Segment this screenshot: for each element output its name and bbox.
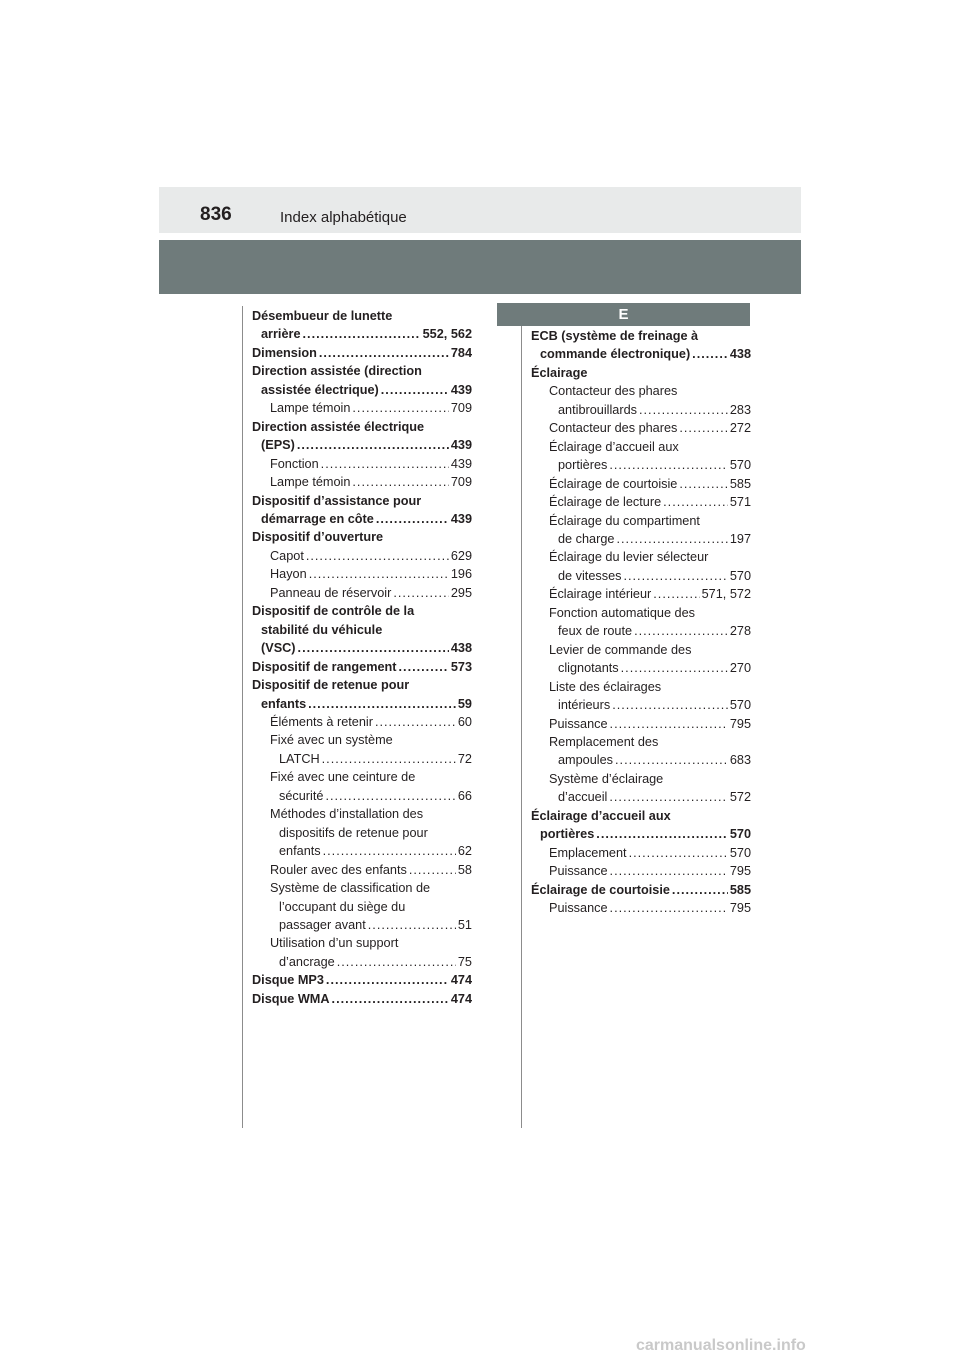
dot-leader [615, 751, 728, 769]
index-entry [252, 528, 472, 546]
dot-leader [306, 547, 449, 565]
index-entry [252, 768, 472, 786]
index-page-ref: 66 [457, 788, 472, 803]
index-page-ref: 683 [729, 753, 751, 768]
index-entry-text: LATCH [279, 751, 320, 766]
index-entry [531, 493, 751, 511]
index-entry [531, 715, 751, 733]
index-entry-text: démarrage en côte [261, 511, 374, 526]
index-entry-text: Puissance [549, 716, 608, 731]
index-entry [252, 602, 472, 620]
index-entry-text: Dispositif de contrôle de la [252, 604, 415, 619]
dot-leader [321, 455, 449, 473]
index-page-ref: 283 [729, 402, 751, 417]
index-entry-text: Éclairage intérieur [549, 587, 652, 602]
index-entry-text: Direction assistée électrique [252, 419, 425, 434]
index-entry [531, 622, 751, 640]
index-entry-text: Puissance [549, 864, 608, 879]
index-page-ref: 72 [457, 751, 472, 766]
dot-leader [653, 585, 699, 603]
dot-leader [616, 530, 727, 548]
index-entry-text: (VSC) [261, 641, 296, 656]
index-entry-text: commande électronique) [540, 347, 691, 362]
dot-leader [323, 842, 456, 860]
index-entry [252, 565, 472, 583]
index-entry [531, 881, 751, 899]
index-page-ref: 295 [450, 585, 472, 600]
dot-leader [629, 844, 728, 862]
index-entry [531, 862, 751, 880]
dot-leader [393, 584, 449, 602]
index-entry-text: Dispositif d’ouverture [252, 530, 384, 545]
index-entry [252, 658, 472, 676]
dot-leader [610, 862, 728, 880]
index-entry [531, 807, 751, 825]
index-page-ref: 270 [729, 661, 751, 676]
dot-leader [612, 696, 728, 714]
index-entry [252, 418, 472, 436]
index-page-ref: 439 [450, 511, 472, 526]
index-page-ref: 62 [457, 844, 472, 859]
dot-leader [399, 658, 449, 676]
index-page-ref: 570 [729, 458, 751, 473]
index-page-ref: 795 [729, 901, 751, 916]
index-entry-text: stabilité du véhicule [261, 622, 383, 637]
index-page-ref: 795 [729, 864, 751, 879]
index-entry [252, 584, 472, 602]
index-entry-text: Méthodes d’installation des [270, 807, 424, 822]
index-entry [531, 438, 751, 456]
index-entry-text: portières [558, 458, 608, 473]
index-entry [531, 327, 751, 345]
index-entry [252, 953, 472, 971]
index-entry [531, 585, 751, 603]
index-entry-text: Éclairage de lecture [549, 495, 662, 510]
index-entry [531, 788, 751, 806]
index-entry [252, 510, 472, 528]
index-entry-text: d’accueil [558, 790, 608, 805]
index-entry-text: portières [540, 827, 595, 842]
index-entry [252, 639, 472, 657]
index-entry [252, 344, 472, 362]
index-page-ref: 51 [457, 917, 472, 932]
index-column-left [252, 307, 472, 1008]
index-entry-text: Lampe témoin [270, 475, 351, 490]
index-entry-text: enfants [261, 696, 307, 711]
index-page-ref: 709 [450, 401, 472, 416]
index-entry-text: Capot [270, 548, 304, 563]
index-entry [531, 364, 751, 382]
index-page-ref: 196 [450, 567, 472, 582]
index-entry [252, 787, 472, 805]
index-page-ref: 585 [729, 882, 751, 897]
index-page-ref: 439 [450, 438, 472, 453]
index-entry-text: sécurité [279, 788, 324, 803]
index-page-ref: 571, 572 [701, 587, 751, 602]
index-entry-text: d’ancrage [279, 954, 335, 969]
index-page-ref: 570 [729, 568, 751, 583]
dot-leader [639, 401, 728, 419]
index-entry [252, 842, 472, 860]
index-entry-text: antibrouillards [558, 402, 637, 417]
index-entry-text: Utilisation d’un support [270, 936, 399, 951]
dot-leader [679, 419, 727, 437]
dot-leader [322, 750, 456, 768]
index-entry [531, 512, 751, 530]
index-entry-text: Éléments à retenir [270, 714, 373, 729]
index-page-ref: 60 [457, 714, 472, 729]
index-entry [531, 530, 751, 548]
index-page-ref: 439 [450, 382, 472, 397]
index-entry [252, 879, 472, 897]
index-entry-text: Remplacement des [549, 734, 659, 749]
index-entry [252, 971, 472, 989]
index-entry [252, 621, 472, 639]
index-page-ref: 570 [729, 698, 751, 713]
index-entry-text: Éclairage d’accueil aux [531, 808, 671, 823]
dot-leader [381, 381, 449, 399]
index-entry [252, 307, 472, 325]
dot-leader [634, 622, 728, 640]
index-page-ref: 439 [450, 456, 472, 471]
index-entry-text: Éclairage de courtoisie [531, 882, 670, 897]
dot-leader [326, 971, 449, 989]
index-entry-text: Disque MP3 [252, 973, 324, 988]
index-entry-text: Éclairage du levier sélecteur [549, 550, 709, 565]
index-entry-text: Désembueur de lunette [252, 309, 393, 323]
index-entry-text: Contacteur des phares [549, 384, 678, 399]
column-divider-left [242, 306, 243, 1128]
index-entry [531, 659, 751, 677]
dot-leader [623, 567, 727, 585]
dot-leader [679, 475, 727, 493]
index-entry-text: Dispositif de rangement [252, 659, 397, 674]
index-page-ref: 572 [729, 790, 751, 805]
index-entry-text: Fixé avec un système [270, 733, 393, 748]
index-page-ref: 552, 562 [422, 327, 472, 342]
index-page-ref: 58 [457, 862, 472, 877]
index-entry [252, 731, 472, 749]
index-entry-text: ampoules [558, 753, 614, 768]
index-entry [531, 825, 751, 843]
index-entry-text: (EPS) [261, 438, 295, 453]
index-entry [252, 325, 472, 343]
dot-leader [368, 916, 456, 934]
index-entry [531, 401, 751, 419]
dot-leader [376, 510, 449, 528]
index-page-ref: 570 [729, 827, 751, 842]
dot-leader [610, 715, 728, 733]
index-page-ref: 474 [450, 973, 472, 988]
index-entry-text: de vitesses [558, 568, 622, 583]
index-entry [531, 696, 751, 714]
index-entry-text: Lampe témoin [270, 401, 351, 416]
index-page-ref: 438 [729, 347, 751, 362]
index-entry [252, 934, 472, 952]
index-entry-text: dispositifs de retenue pour [279, 825, 428, 840]
index-page-ref: 278 [729, 624, 751, 639]
index-entry [531, 475, 751, 493]
index-entry-text: assistée électrique) [261, 382, 379, 397]
index-entry-text: Éclairage du compartiment [549, 513, 700, 528]
index-entry-text: de charge [558, 531, 615, 546]
index-entry [531, 899, 751, 917]
index-entry [531, 751, 751, 769]
index-entry-text: clignotants [558, 661, 619, 676]
index-page-ref: 474 [450, 991, 472, 1006]
index-entry-text: Levier de commande des [549, 642, 692, 657]
page-number: 836 [200, 204, 232, 225]
index-entry [531, 844, 751, 862]
index-entry-text: Panneau de réservoir [270, 585, 392, 600]
index-page-ref: 585 [729, 476, 751, 491]
index-entry-text: Fonction [270, 456, 319, 471]
index-entry-text: Système d’éclairage [549, 771, 664, 786]
index-entry-text: Éclairage d’accueil aux [549, 439, 679, 454]
dot-leader [409, 861, 456, 879]
header-band [159, 240, 801, 294]
index-entry-text: Système de classification de [270, 881, 431, 896]
index-entry [531, 345, 751, 363]
index-entry-text: Fixé avec une ceinture de [270, 770, 416, 785]
index-entry [531, 382, 751, 400]
index-page-ref: 709 [450, 475, 472, 490]
index-entry-text: passager avant [279, 917, 366, 932]
index-entry-text: Fonction automatique des [549, 605, 695, 620]
dot-leader [672, 881, 728, 899]
index-entry-text: arrière [261, 327, 301, 342]
index-entry [531, 770, 751, 788]
index-page-ref: 59 [457, 696, 472, 711]
index-entry [252, 898, 472, 916]
index-page-ref: 795 [729, 716, 751, 731]
index-page-ref: 571 [729, 495, 751, 510]
index-entry [252, 750, 472, 768]
index-entry-text: Contacteur des phares [549, 421, 678, 436]
dot-leader [297, 436, 449, 454]
index-entry-text: intérieurs [558, 698, 611, 713]
index-entry [252, 916, 472, 934]
index-page-ref: 438 [450, 641, 472, 656]
index-entry-text: Dispositif d’assistance pour [252, 493, 422, 508]
index-entry [531, 548, 751, 566]
index-entry [252, 399, 472, 417]
index-entry-text: Emplacement [549, 845, 627, 860]
index-entry-text: Direction assistée (direction [252, 364, 422, 379]
index-entry [531, 419, 751, 437]
index-page-ref: 272 [729, 421, 751, 436]
index-column-right [531, 327, 751, 918]
dot-leader [303, 325, 421, 343]
dot-leader [308, 695, 456, 713]
index-entry [252, 805, 472, 823]
dot-leader [332, 990, 449, 1008]
index-entry [531, 567, 751, 585]
index-entry-text: enfants [279, 844, 321, 859]
watermark: carmanualsonline.info [636, 1337, 806, 1354]
index-page-ref: 570 [729, 845, 751, 860]
index-page-ref: 573 [450, 659, 472, 674]
index-page-ref: 629 [450, 548, 472, 563]
dot-leader [352, 399, 448, 417]
index-entry-text: Disque WMA [252, 991, 330, 1006]
index-entry-text: Hayon [270, 567, 307, 582]
index-entry [531, 678, 751, 696]
index-entry-text: Éclairage de courtoisie [549, 476, 678, 491]
header-bar [159, 187, 801, 233]
index-entry [252, 713, 472, 731]
index-entry [252, 547, 472, 565]
index-entry-text: feux de route [558, 624, 633, 639]
dot-leader [692, 345, 728, 363]
index-entry-text: Puissance [549, 901, 608, 916]
index-entry-text: Rouler avec des enfants [270, 862, 407, 877]
index-entry [252, 990, 472, 1008]
dot-leader [609, 788, 727, 806]
index-page-ref: 75 [457, 954, 472, 969]
index-page-ref: 197 [729, 531, 751, 546]
index-entry [252, 676, 472, 694]
index-entry [252, 861, 472, 879]
index-entry [531, 456, 751, 474]
index-entry [252, 362, 472, 380]
column-divider-middle [521, 306, 522, 1128]
index-entry [252, 492, 472, 510]
dot-leader [352, 473, 448, 491]
section-title: Index alphabétique [280, 209, 407, 226]
index-entry [252, 381, 472, 399]
index-entry [531, 604, 751, 622]
dot-leader [621, 659, 728, 677]
index-entry-text: l’occupant du siège du [279, 899, 406, 914]
dot-leader [610, 899, 728, 917]
index-entry-text: Dimension [252, 345, 317, 360]
dot-leader [663, 493, 728, 511]
dot-leader [596, 825, 728, 843]
index-entry-text: Éclairage [531, 365, 588, 380]
index-entry [252, 473, 472, 491]
index-entry [252, 824, 472, 842]
index-entry [531, 733, 751, 751]
index-entry [252, 455, 472, 473]
index-entry-text: Liste des éclairages [549, 679, 662, 694]
index-entry [531, 641, 751, 659]
dot-leader [325, 787, 455, 805]
index-entry [252, 436, 472, 454]
index-entry-text: Dispositif de retenue pour [252, 678, 410, 693]
letter-tab-e: E [497, 303, 750, 326]
dot-leader [298, 639, 449, 657]
dot-leader [319, 344, 449, 362]
dot-leader [337, 953, 456, 971]
dot-leader [309, 565, 449, 583]
dot-leader [609, 456, 727, 474]
index-page-ref: 784 [450, 345, 472, 360]
index-entry-text: ECB (système de freinage à [531, 329, 699, 343]
dot-leader [375, 713, 456, 731]
index-entry [252, 695, 472, 713]
